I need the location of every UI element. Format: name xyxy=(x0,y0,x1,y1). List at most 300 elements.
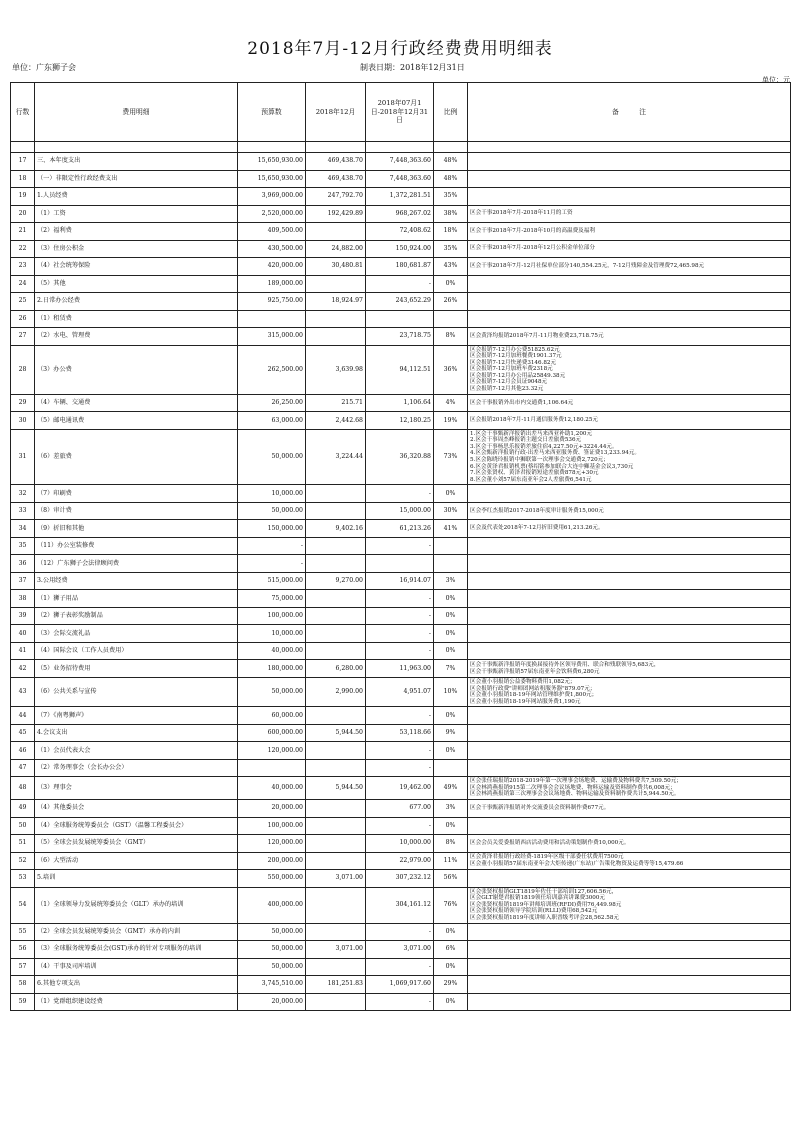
december-value: 30,480.81 xyxy=(306,258,366,276)
ratio-value: 3% xyxy=(434,572,468,590)
item-name: （4）干事及司库培训 xyxy=(35,958,238,976)
period-value: 968,267.02 xyxy=(366,205,434,223)
note-cell xyxy=(468,677,791,706)
budget-value: 400,000.00 xyxy=(238,887,306,923)
december-value xyxy=(306,923,366,941)
ratio-value: 41% xyxy=(434,520,468,538)
item-name: 6.其他专项支出 xyxy=(35,976,238,994)
period-value: 10,000.00 xyxy=(366,835,434,853)
item-name: （11）办公室装修费 xyxy=(35,537,238,555)
note-line: 7.区会张贤权、黄泽君报销短途差旅费878元+30元 xyxy=(470,470,599,477)
item-name: 1.人员经费 xyxy=(35,188,238,206)
note-line: 区会报销2018年7月-11月通信服务费12,180.25元 xyxy=(470,417,598,424)
row-number: 30 xyxy=(11,412,35,430)
item-name: （4）车辆、交通费 xyxy=(35,394,238,412)
period-value: 1,069,917.60 xyxy=(366,976,434,994)
note-cell xyxy=(468,817,791,835)
table-body xyxy=(11,153,791,1011)
note-cell xyxy=(468,412,791,430)
note-line: 区会张贤权报销1819年讲师培训班(RFDI)费用76,449.98元 xyxy=(470,901,622,908)
row-number: 21 xyxy=(11,223,35,241)
period-value: 677.00 xyxy=(366,800,434,818)
note-cell xyxy=(468,153,791,171)
note-line: 区会董小羽报销57届东南亚年会大炬传递(广东站)广告策化物资及运费等等15,479.66 xyxy=(470,860,684,867)
note-line: 区会张贤权报销1819年度讲师入职晋级考评会28,562.58元 xyxy=(470,914,619,921)
period-value: - xyxy=(366,590,434,608)
budget-value: 60,000.00 xyxy=(238,707,306,725)
note-cell xyxy=(468,310,791,328)
table-row xyxy=(11,958,791,976)
december-value xyxy=(306,817,366,835)
row-number: 49 xyxy=(11,800,35,818)
period-value: 72,408.62 xyxy=(366,223,434,241)
note-line: 区会报销7-12月加班车费2318元 xyxy=(470,366,553,373)
row-number: 24 xyxy=(11,275,35,293)
budget-value: 409,500.00 xyxy=(238,223,306,241)
note-line: 区会干事报销外出市内交通费1,106.64元 xyxy=(470,399,574,406)
note-line: 区会林鸿燕报销915第二次理事会会议场地费、物料运输及资料制作费共6,008元； xyxy=(470,784,676,791)
row-number: 48 xyxy=(11,777,35,800)
ratio-value: 48% xyxy=(434,170,468,188)
table-row xyxy=(11,677,791,706)
row-number: 39 xyxy=(11,607,35,625)
table-row xyxy=(11,800,791,818)
note-line: 8.区会董小刘57届东南亚年会2人差旅费6,541元 xyxy=(470,476,592,483)
budget-value: 200,000.00 xyxy=(238,852,306,870)
budget-value: 189,000.00 xyxy=(238,275,306,293)
december-value xyxy=(306,642,366,660)
row-number: 33 xyxy=(11,502,35,520)
item-name: （1）全球领导力发展统筹委员会（GLT）承办的培训 xyxy=(35,887,238,923)
table-row xyxy=(11,660,791,678)
ratio-value: 36% xyxy=(434,345,468,394)
note-cell xyxy=(468,759,791,777)
period-value: 53,118.66 xyxy=(366,724,434,742)
december-value xyxy=(306,502,366,520)
december-value xyxy=(306,590,366,608)
item-name: （2）全球会员发展统筹委员会（GMT）承办的内训 xyxy=(35,923,238,941)
note-cell xyxy=(468,852,791,870)
table-row xyxy=(11,240,791,258)
note-line: 区会黄泽均报销2018年7月-11月物业费23,718.75元 xyxy=(470,332,604,339)
item-name: （4）全球服务统筹委员会（GST）（温馨工程委员会） xyxy=(35,817,238,835)
table-row xyxy=(11,412,791,430)
row-number: 37 xyxy=(11,572,35,590)
period-value xyxy=(366,555,434,573)
period-value: - xyxy=(366,923,434,941)
note-line: 1.区会干事甄新洋报销出差马来西亚补助1,200元 xyxy=(470,430,593,437)
header-row xyxy=(11,83,791,142)
item-name: （2）狮子表彰奖励制品 xyxy=(35,607,238,625)
note-cell xyxy=(468,258,791,276)
row-number: 55 xyxy=(11,923,35,941)
note-line: 区会董小羽报销18-19年网站管理维护费1,800元； xyxy=(470,692,598,699)
row-number: 58 xyxy=(11,976,35,994)
december-value: 5,944.50 xyxy=(306,724,366,742)
ratio-value: 3% xyxy=(434,800,468,818)
note-cell xyxy=(468,345,791,394)
budget-value xyxy=(238,310,306,328)
budget-value: 20,000.00 xyxy=(238,993,306,1011)
ratio-value: 0% xyxy=(434,642,468,660)
period-value: 3,071.00 xyxy=(366,941,434,959)
table-row xyxy=(11,742,791,760)
note-line: 6.区会黄泽君报销机票(蔡绍铭参加联合大连中狮基金会议3,730元 xyxy=(470,463,634,470)
ratio-value: 6% xyxy=(434,941,468,959)
note-line: 区会董小羽报销公益委物料费用1,082元； xyxy=(470,678,576,685)
ratio-value: 0% xyxy=(434,590,468,608)
table-row xyxy=(11,572,791,590)
budget-value: 50,000.00 xyxy=(238,677,306,706)
row-number: 50 xyxy=(11,817,35,835)
ratio-value xyxy=(434,537,468,555)
ratio-value: 38% xyxy=(434,205,468,223)
note-line: 区会报销行政费"讲师团网站租服务器"879.07元； xyxy=(470,685,596,692)
note-cell xyxy=(468,590,791,608)
item-name: 3.公用经费 xyxy=(35,572,238,590)
table-row xyxy=(11,310,791,328)
ratio-value xyxy=(434,759,468,777)
note-cell xyxy=(468,642,791,660)
december-value xyxy=(306,759,366,777)
december-value: 247,792.70 xyxy=(306,188,366,206)
table-row xyxy=(11,923,791,941)
budget-value: 600,000.00 xyxy=(238,724,306,742)
note-line: 3.区会干事杨思乐报销差旅住宿4,227.50元+3224.44元。 xyxy=(470,443,618,450)
unit-label: 单位：广东狮子会 xyxy=(12,63,76,72)
december-value: 24,882.00 xyxy=(306,240,366,258)
december-value: 3,639.98 xyxy=(306,345,366,394)
period-value: 1,106.64 xyxy=(366,394,434,412)
budget-value: 40,000.00 xyxy=(238,777,306,800)
budget-value: 3,969,000.00 xyxy=(238,188,306,206)
note-cell xyxy=(468,607,791,625)
item-name: 5.培训 xyxy=(35,870,238,888)
note-line: 区会报销7-12月办公用品25849.38元 xyxy=(470,372,566,379)
row-number: 52 xyxy=(11,852,35,870)
date-label: 制表日期：2018年12月31日 xyxy=(360,63,465,72)
table-row xyxy=(11,852,791,870)
ratio-value: 18% xyxy=(434,223,468,241)
december-value: 5,944.50 xyxy=(306,777,366,800)
note-cell xyxy=(468,742,791,760)
row-number: 44 xyxy=(11,707,35,725)
budget-value: 15,650,930.00 xyxy=(238,170,306,188)
item-name: （3）理事会 xyxy=(35,777,238,800)
note-line: 4.区会甄新洋报销行政-出差马来西亚服务费、签证费13,233.94元。 xyxy=(470,450,640,457)
row-number: 27 xyxy=(11,328,35,346)
note-line: 区会报销7-12月加班餐费1901.37元 xyxy=(470,353,562,360)
table-row xyxy=(11,223,791,241)
budget-value: 262,500.00 xyxy=(238,345,306,394)
note-cell xyxy=(468,993,791,1011)
table-row xyxy=(11,328,791,346)
december-value xyxy=(306,537,366,555)
table-row xyxy=(11,485,791,503)
budget-value: 50,000.00 xyxy=(238,502,306,520)
note-line: 区会及代表处2018年7-12月折旧费用61,213.26元。 xyxy=(470,525,604,532)
ratio-value: 19% xyxy=(434,412,468,430)
row-number: 29 xyxy=(11,394,35,412)
row-number: 38 xyxy=(11,590,35,608)
table-row xyxy=(11,502,791,520)
table-row xyxy=(11,205,791,223)
december-value: 9,402.16 xyxy=(306,520,366,538)
december-value xyxy=(306,607,366,625)
row-number: 17 xyxy=(11,153,35,171)
note-line: 区会干事甄新洋报销57届东南亚年会饮料费6,280元 xyxy=(470,668,600,675)
ratio-value: 0% xyxy=(434,485,468,503)
note-cell xyxy=(468,625,791,643)
table-row xyxy=(11,394,791,412)
budget-value: 3,745,510.00 xyxy=(238,976,306,994)
budget-value: 50,000.00 xyxy=(238,958,306,976)
december-value xyxy=(306,328,366,346)
december-value xyxy=(306,555,366,573)
budget-value: 50,000.00 xyxy=(238,941,306,959)
note-cell xyxy=(468,502,791,520)
note-cell xyxy=(468,777,791,800)
row-number: 46 xyxy=(11,742,35,760)
december-value: 6,280.00 xyxy=(306,660,366,678)
row-number: 18 xyxy=(11,170,35,188)
december-value xyxy=(306,707,366,725)
note-cell xyxy=(468,958,791,976)
note-line: 区会黄泽君报销行政经费-1819年区级干部委任状费用7500元 xyxy=(470,854,624,861)
note-cell xyxy=(468,555,791,573)
note-cell xyxy=(468,537,791,555)
ratio-value: 8% xyxy=(434,835,468,853)
period-value: 4,951.07 xyxy=(366,677,434,706)
item-name: （7）印刷费 xyxy=(35,485,238,503)
period-value: 23,718.75 xyxy=(366,328,434,346)
spacer-row xyxy=(11,142,791,153)
ratio-value: 0% xyxy=(434,707,468,725)
note-cell xyxy=(468,223,791,241)
note-cell xyxy=(468,572,791,590)
december-value: 2,442.68 xyxy=(306,412,366,430)
table-row xyxy=(11,817,791,835)
december-value xyxy=(306,485,366,503)
ratio-value: 48% xyxy=(434,153,468,171)
budget-value: 430,500.00 xyxy=(238,240,306,258)
table-row xyxy=(11,153,791,171)
table-row xyxy=(11,887,791,923)
ratio-value: 0% xyxy=(434,275,468,293)
note-line: 区会报销7-12月其他23.32元 xyxy=(470,386,544,393)
note-line: 区会干事2018年7月-12月社保单位部分140,554.25元，7-12月残障金及管理费72,465.98元 xyxy=(470,262,705,269)
december-value xyxy=(306,742,366,760)
item-name: （3）办公费 xyxy=(35,345,238,394)
december-value xyxy=(306,625,366,643)
row-number: 22 xyxy=(11,240,35,258)
ratio-value: 10% xyxy=(434,677,468,706)
note-cell xyxy=(468,170,791,188)
row-number: 34 xyxy=(11,520,35,538)
note-line: 区会李红杰报销2017-2018年度审计服务费15,000元 xyxy=(470,507,604,514)
table-row xyxy=(11,707,791,725)
row-number: 19 xyxy=(11,188,35,206)
period-value: - xyxy=(366,742,434,760)
period-value: - xyxy=(366,485,434,503)
budget-value: 315,000.00 xyxy=(238,328,306,346)
december-value: 181,251.83 xyxy=(306,976,366,994)
period-value: - xyxy=(366,625,434,643)
note-line: 区会干事2018年7月-2018年11月的工资 xyxy=(470,210,573,217)
note-cell xyxy=(468,394,791,412)
budget-value: 10,000.00 xyxy=(238,485,306,503)
ratio-value xyxy=(434,555,468,573)
note-cell xyxy=(468,800,791,818)
row-number: 40 xyxy=(11,625,35,643)
december-value: 2,990.00 xyxy=(306,677,366,706)
header-period: 2018年07月1日-2018年12月31日 xyxy=(366,83,434,142)
currency-unit: 单位：元 xyxy=(762,76,790,84)
item-name: （4）社会统筹保险 xyxy=(35,258,238,276)
period-value: 36,320.88 xyxy=(366,429,434,485)
ratio-value: 73% xyxy=(434,429,468,485)
note-line: 区会干事2018年7月-2018年12月公积金单位部分 xyxy=(470,245,595,252)
table-row xyxy=(11,941,791,959)
period-value: - xyxy=(366,537,434,555)
budget-value: 120,000.00 xyxy=(238,835,306,853)
ratio-value: 9% xyxy=(434,724,468,742)
period-value: 19,462.00 xyxy=(366,777,434,800)
note-line: 区会干事甄新洋报销年度换届接待外区领导费用、联合和残联领导5,683元， xyxy=(470,662,660,669)
period-value: 7,448,363.60 xyxy=(366,170,434,188)
note-cell xyxy=(468,923,791,941)
item-name: （5）其他 xyxy=(35,275,238,293)
budget-value: 2,520,000.00 xyxy=(238,205,306,223)
row-number: 53 xyxy=(11,870,35,888)
period-value: 15,000.00 xyxy=(366,502,434,520)
ratio-value: 35% xyxy=(434,240,468,258)
table-row xyxy=(11,520,791,538)
table-row xyxy=(11,188,791,206)
note-cell xyxy=(468,870,791,888)
note-line: 5.区会陈晓玲报销中狮联第一次理事会交通费2,720元； xyxy=(470,457,609,464)
period-value: 61,213.26 xyxy=(366,520,434,538)
ratio-value: 43% xyxy=(434,258,468,276)
december-value: 3,224.44 xyxy=(306,429,366,485)
period-value: 304,161.12 xyxy=(366,887,434,923)
ratio-value: 26% xyxy=(434,293,468,311)
note-cell xyxy=(468,293,791,311)
period-value: 243,652.29 xyxy=(366,293,434,311)
row-number: 41 xyxy=(11,642,35,660)
period-value: - xyxy=(366,759,434,777)
december-value xyxy=(306,887,366,923)
budget-value: 120,000.00 xyxy=(238,742,306,760)
december-value xyxy=(306,835,366,853)
budget-value: 26,250.00 xyxy=(238,394,306,412)
period-value: 94,112.51 xyxy=(366,345,434,394)
ratio-value xyxy=(434,310,468,328)
note-cell xyxy=(468,429,791,485)
period-value: - xyxy=(366,642,434,660)
note-cell xyxy=(468,976,791,994)
table-row xyxy=(11,170,791,188)
note-cell xyxy=(468,707,791,725)
december-value: 3,071.00 xyxy=(306,941,366,959)
budget-value: 100,000.00 xyxy=(238,817,306,835)
ratio-value: 0% xyxy=(434,993,468,1011)
budget-value: 180,000.00 xyxy=(238,660,306,678)
december-value xyxy=(306,275,366,293)
row-number: 25 xyxy=(11,293,35,311)
row-number: 20 xyxy=(11,205,35,223)
note-cell xyxy=(468,835,791,853)
note-cell xyxy=(468,275,791,293)
table-row xyxy=(11,835,791,853)
item-name: 4.会议支出 xyxy=(35,724,238,742)
item-name: （3）住房公积金 xyxy=(35,240,238,258)
header-budget: 预算数 xyxy=(238,83,306,142)
item-name: （2）常务理事会（会长办公会） xyxy=(35,759,238,777)
note-cell xyxy=(468,328,791,346)
ratio-value: 30% xyxy=(434,502,468,520)
table-row xyxy=(11,555,791,573)
period-value: - xyxy=(366,958,434,976)
budget-value: 15,650,930.00 xyxy=(238,153,306,171)
item-name: （6）大型活动 xyxy=(35,852,238,870)
item-name: （1）会员代表大会 xyxy=(35,742,238,760)
ratio-value: 76% xyxy=(434,887,468,923)
note-line: 2.区会干事周杰峰报销主题交日差旅费536元 xyxy=(470,437,582,444)
december-value xyxy=(306,800,366,818)
note-line: 区会张贤权报销领导学院培训(RLLI)费用68,542元 xyxy=(470,908,598,915)
budget-value: 515,000.00 xyxy=(238,572,306,590)
item-name: 三、本年度支出 xyxy=(35,153,238,171)
item-name: （6）公共关系与宣传 xyxy=(35,677,238,706)
note-line: 区会会员关爱委报销西店活动费用和活动策划制作费10,000元。 xyxy=(470,840,630,847)
ratio-value: 0% xyxy=(434,817,468,835)
period-value xyxy=(366,310,434,328)
note-cell xyxy=(468,887,791,923)
row-number: 47 xyxy=(11,759,35,777)
table-row xyxy=(11,993,791,1011)
table-row xyxy=(11,537,791,555)
note-line: 区会张贤权报销GLT1819年佐任干部培训127,606.56元， xyxy=(470,888,618,895)
period-value: - xyxy=(366,817,434,835)
period-value: 307,232.12 xyxy=(366,870,434,888)
note-cell xyxy=(468,724,791,742)
ratio-value: 49% xyxy=(434,777,468,800)
period-value: 16,914.07 xyxy=(366,572,434,590)
budget-value: 63,000.00 xyxy=(238,412,306,430)
note-line: 区会干事甄新洋报销对外交流委员会资料制作费677元。 xyxy=(470,805,610,812)
item-name: （1）狮子用品 xyxy=(35,590,238,608)
table-row xyxy=(11,759,791,777)
item-name: （3）会际交流礼品 xyxy=(35,625,238,643)
budget-value: 420,000.00 xyxy=(238,258,306,276)
row-number: 43 xyxy=(11,677,35,706)
row-number: 59 xyxy=(11,993,35,1011)
row-number: 56 xyxy=(11,941,35,959)
row-number: 45 xyxy=(11,724,35,742)
december-value xyxy=(306,958,366,976)
item-name: （9）折旧和其他 xyxy=(35,520,238,538)
item-name: 2.日常办公经费 xyxy=(35,293,238,311)
budget-value: - xyxy=(238,537,306,555)
period-value: - xyxy=(366,275,434,293)
budget-value: 75,000.00 xyxy=(238,590,306,608)
ratio-value: 0% xyxy=(434,742,468,760)
note-cell xyxy=(468,660,791,678)
row-number: 26 xyxy=(11,310,35,328)
item-name: （4）国际会议（工作人员费用） xyxy=(35,642,238,660)
table-row xyxy=(11,275,791,293)
